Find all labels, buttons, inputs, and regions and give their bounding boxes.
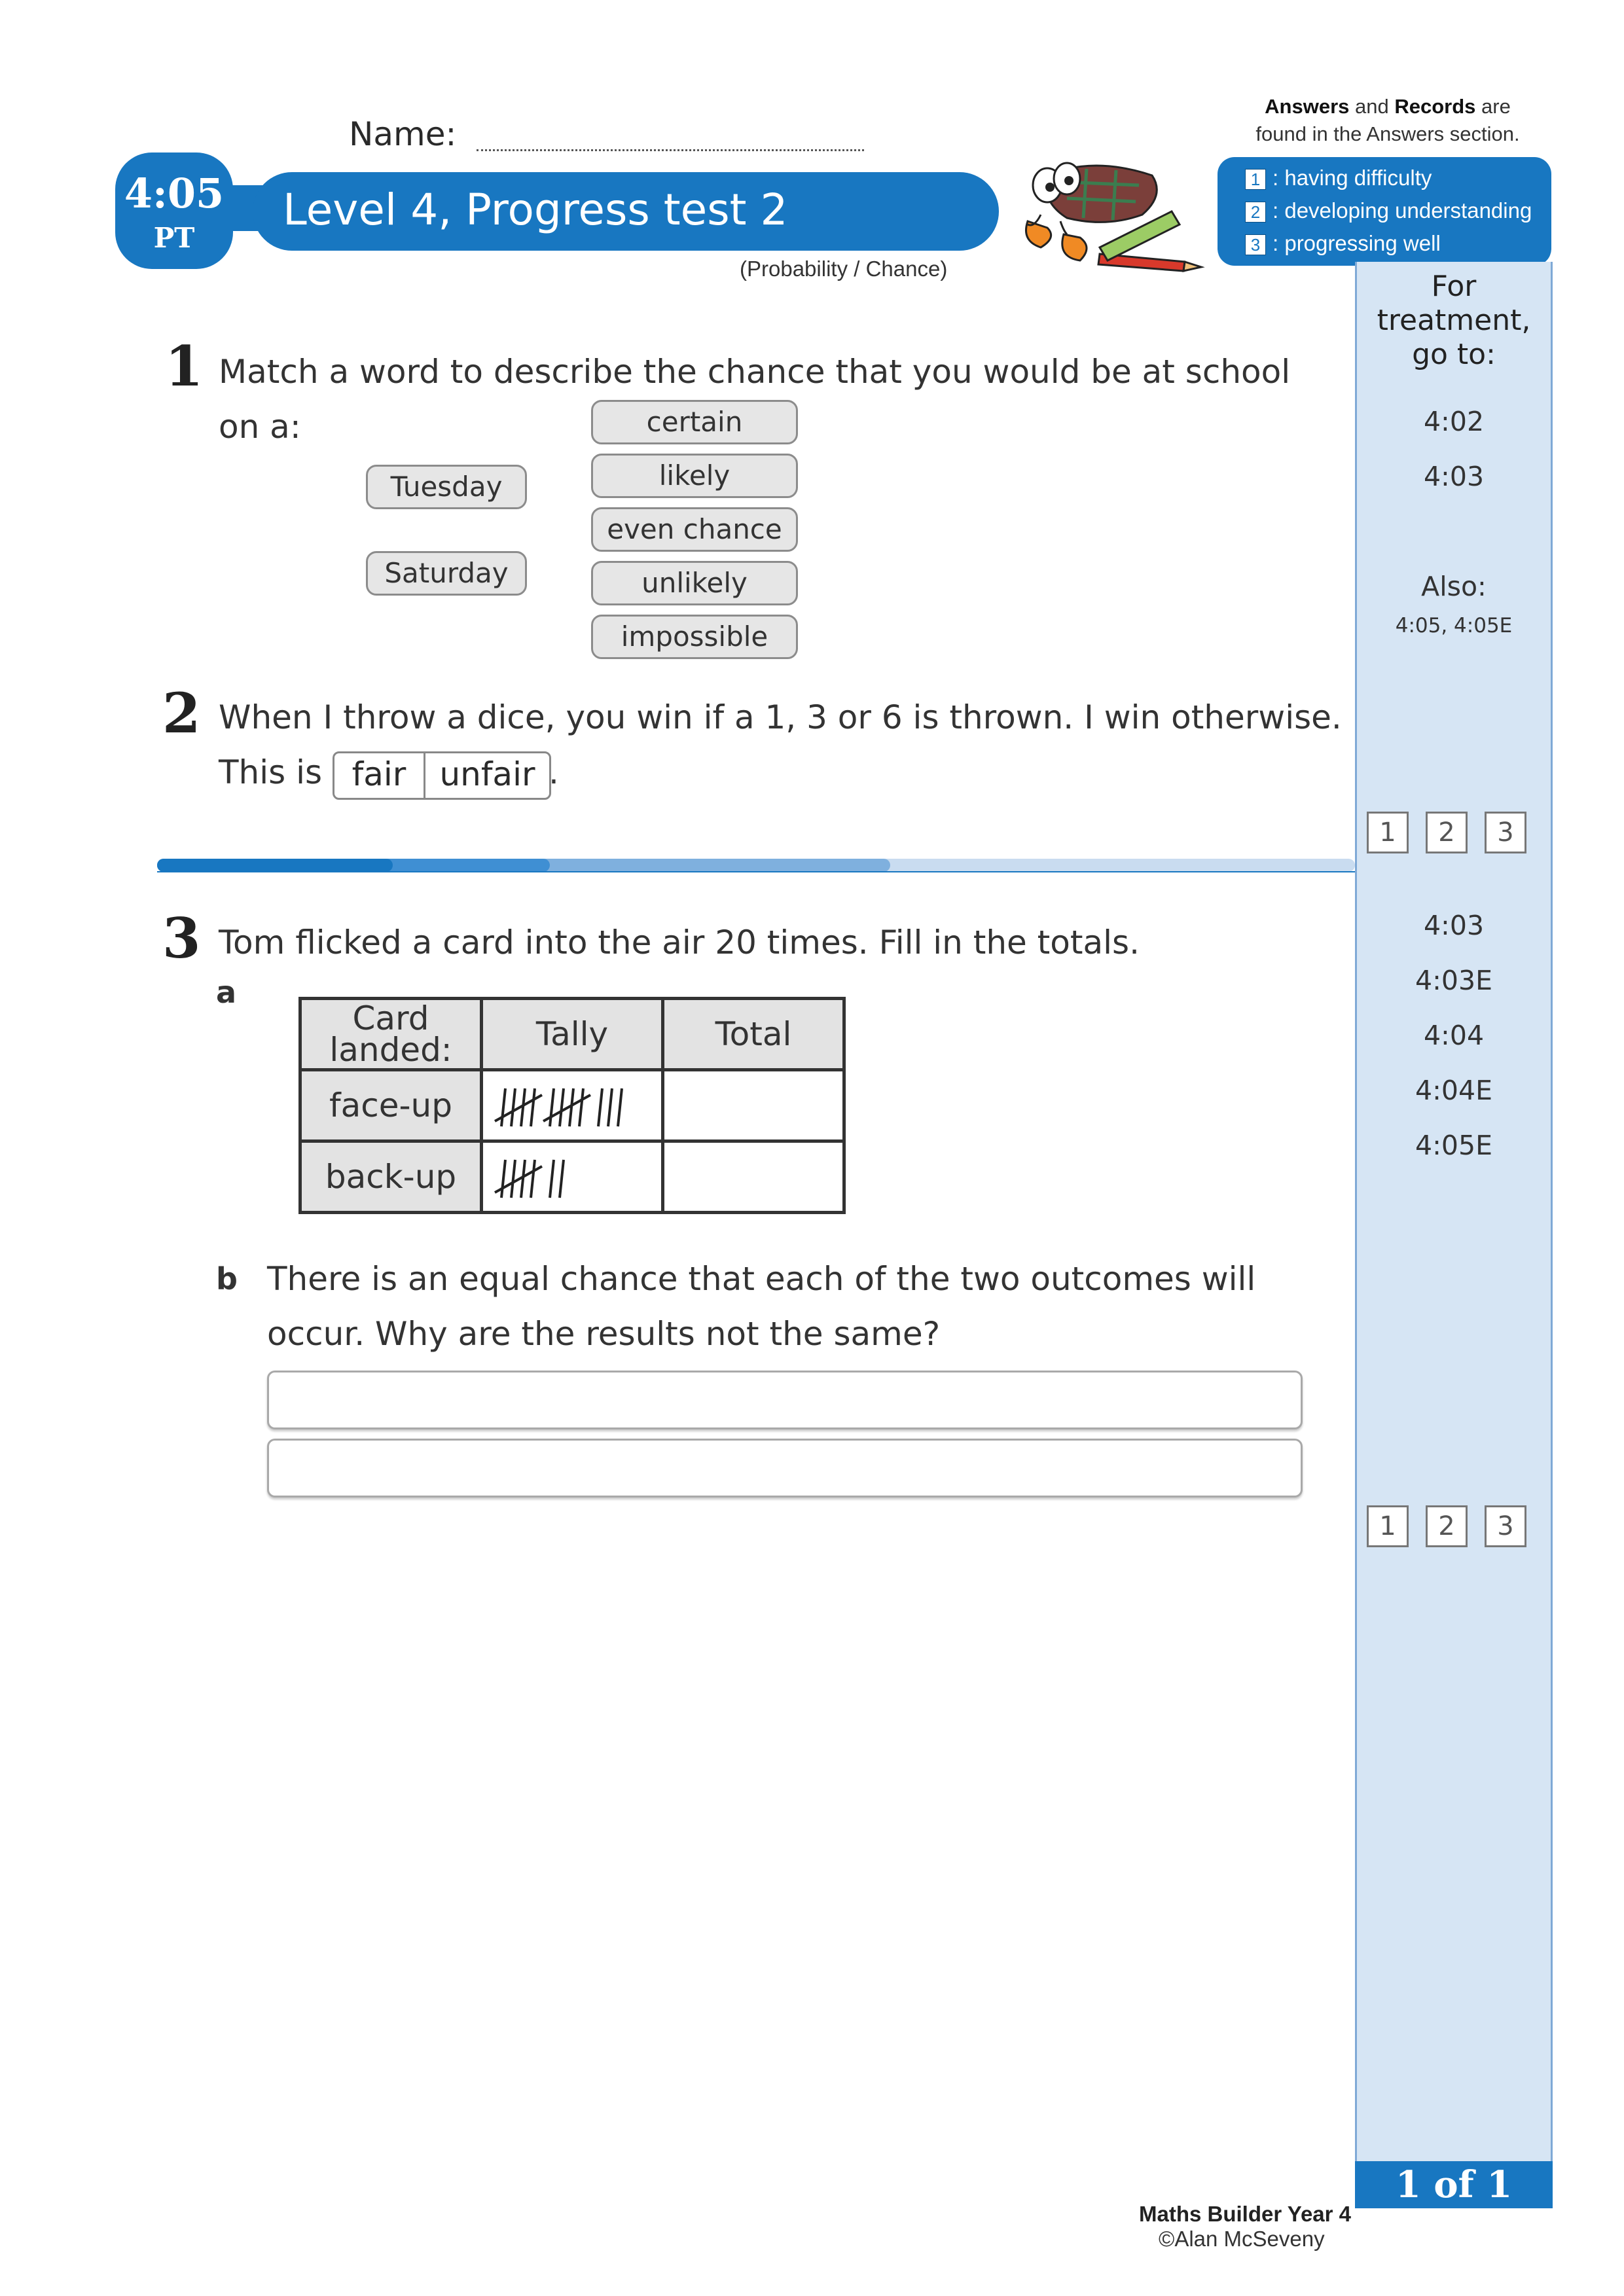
- q2-period: .: [549, 753, 559, 791]
- total-input-face-up[interactable]: [663, 1070, 844, 1141]
- treatment-ref: 4:03E: [1415, 965, 1492, 996]
- answers-word: Answers: [1265, 95, 1350, 118]
- question-number: 2: [162, 681, 201, 745]
- tally-marks-icon: [483, 1143, 661, 1208]
- choice-unfair[interactable]: unfair: [439, 755, 535, 793]
- tally-cell: [482, 1141, 663, 1213]
- option-unlikely[interactable]: unlikely: [591, 561, 798, 605]
- table-row: [300, 1141, 844, 1213]
- row-label-face-up: face-up: [300, 1070, 482, 1141]
- tally-stroke: [501, 1160, 505, 1198]
- question-number: 1: [165, 334, 204, 399]
- col-header-tally: Tally: [482, 999, 663, 1070]
- treatment-ref: 4:03: [1423, 910, 1485, 941]
- tally-stroke: [560, 1088, 564, 1126]
- tally-stroke: [579, 1088, 583, 1126]
- rating-box-2[interactable]: 2: [1426, 812, 1468, 853]
- tally-stroke: [531, 1088, 535, 1126]
- tally-stroke: [550, 1160, 554, 1198]
- tally-cross-stroke: [495, 1095, 542, 1121]
- name-input-line[interactable]: [477, 149, 864, 151]
- legend-row: [1245, 165, 1432, 191]
- legend-text: : having difficulty: [1272, 166, 1432, 190]
- rating-legend: [1218, 157, 1551, 266]
- page-subtitle: (Probability / Chance): [740, 257, 948, 281]
- tally-stroke: [608, 1088, 612, 1126]
- rating-box-3[interactable]: 3: [1485, 812, 1526, 853]
- treatment-ref: 4:03: [1423, 461, 1485, 492]
- test-code: 4:05: [124, 170, 225, 217]
- tally-marks-icon: [483, 1071, 661, 1137]
- col-header-card: [300, 999, 482, 1070]
- treatment-heading-line2: go to:: [1412, 338, 1496, 371]
- col-header-card-line2: landed:: [329, 1031, 452, 1069]
- fair-unfair-choice: [333, 751, 551, 800]
- test-type: PT: [153, 222, 195, 254]
- q2-text-line2: This is: [219, 753, 323, 791]
- rating-box-1[interactable]: 1: [1367, 1505, 1409, 1547]
- tally-cross-stroke: [495, 1166, 542, 1193]
- treatment-column: [1355, 262, 1553, 2186]
- legend-text: : developing understanding: [1272, 198, 1532, 223]
- day-saturday[interactable]: Saturday: [366, 551, 527, 596]
- rating-box-2[interactable]: 2: [1426, 1505, 1468, 1547]
- option-likely[interactable]: likely: [591, 454, 798, 498]
- tally-stroke: [501, 1088, 505, 1126]
- q1-text-line2: on a:: [219, 408, 301, 446]
- table-header-row: [300, 999, 844, 1070]
- answers-and: and: [1349, 95, 1395, 118]
- treatment-ref: 4:04: [1423, 1020, 1485, 1051]
- treatment-ref: 4:04E: [1415, 1075, 1492, 1106]
- tally-stroke: [598, 1088, 602, 1126]
- legend-number: 1: [1245, 169, 1266, 190]
- tally-stroke: [511, 1088, 515, 1126]
- q3b-text-line1: There is an equal chance that each of the two outcomes will: [267, 1260, 1256, 1298]
- section-divider: [157, 857, 1355, 873]
- page-title: Level 4, Progress test 2: [283, 185, 788, 235]
- q3b-text-line2: occur. Why are the results not the same?: [267, 1315, 941, 1353]
- row-label-back-up: back-up: [300, 1141, 482, 1213]
- legend-number: 3: [1245, 234, 1266, 255]
- col-header-card-line1: Card: [352, 999, 429, 1037]
- day-tuesday[interactable]: Tuesday: [366, 465, 527, 509]
- footer-book-title: Maths Builder Year 4: [1139, 2202, 1352, 2226]
- option-impossible[interactable]: impossible: [591, 615, 798, 659]
- answer-box-1[interactable]: [267, 1371, 1303, 1429]
- option-certain[interactable]: certain: [591, 400, 798, 444]
- tally-cell: [482, 1070, 663, 1141]
- also-label: Also:: [1421, 571, 1487, 602]
- also-refs: 4:05, 4:05E: [1395, 614, 1513, 637]
- tally-stroke: [511, 1160, 515, 1198]
- answers-note-line2: found in the Answers section.: [1255, 122, 1520, 145]
- tally-stroke: [531, 1160, 535, 1198]
- q3-text: Tom flicked a card into the air 20 times. Fill in the totals.: [219, 924, 1140, 961]
- answers-are: are: [1475, 95, 1511, 118]
- legend-row: [1245, 230, 1441, 257]
- q2-text-line1: When I throw a dice, you win if a 1, 3 or 6 is thrown. I win otherwise.: [219, 698, 1342, 736]
- total-input-back-up[interactable]: [663, 1141, 844, 1213]
- question-number: 3: [162, 906, 201, 971]
- page-indicator: 1 of 1: [1355, 2161, 1553, 2208]
- answer-box-2[interactable]: [267, 1439, 1303, 1498]
- col-header-total: Total: [663, 999, 844, 1070]
- treatment-heading: [1355, 270, 1553, 372]
- rating-boxes-section2: [1367, 1505, 1543, 1546]
- footer-copyright: ©Alan McSeveny: [1159, 2227, 1325, 2251]
- tally-stroke: [550, 1088, 554, 1126]
- tally-stroke: [618, 1088, 622, 1126]
- option-even-chance[interactable]: even chance: [591, 507, 798, 552]
- crab-mascot-icon: [1001, 149, 1218, 280]
- name-label: Name:: [349, 115, 457, 153]
- treatment-ref: 4:02: [1423, 406, 1485, 437]
- rating-boxes-section1: [1367, 812, 1543, 852]
- records-word: Records: [1394, 95, 1476, 118]
- tally-table: [298, 997, 846, 1214]
- tally-stroke: [560, 1160, 564, 1198]
- answers-note: [1204, 93, 1571, 148]
- q3-part-a-label: a: [216, 975, 237, 1010]
- treatment-ref: 4:05E: [1415, 1130, 1492, 1161]
- test-code-badge: [115, 152, 233, 269]
- choice-fair[interactable]: fair: [334, 753, 425, 798]
- tally-cross-stroke: [543, 1095, 590, 1121]
- treatment-heading-line1: For treatment,: [1377, 270, 1531, 337]
- legend-text: : progressing well: [1272, 231, 1441, 255]
- rating-box-3[interactable]: 3: [1485, 1505, 1526, 1547]
- legend-row: [1245, 198, 1532, 224]
- q3-part-b-label: b: [216, 1261, 238, 1297]
- table-row: [300, 1070, 844, 1141]
- q1-text-line1: Match a word to describe the chance that you would be at school: [219, 353, 1291, 391]
- legend-number: 2: [1245, 202, 1266, 223]
- rating-box-1[interactable]: 1: [1367, 812, 1409, 853]
